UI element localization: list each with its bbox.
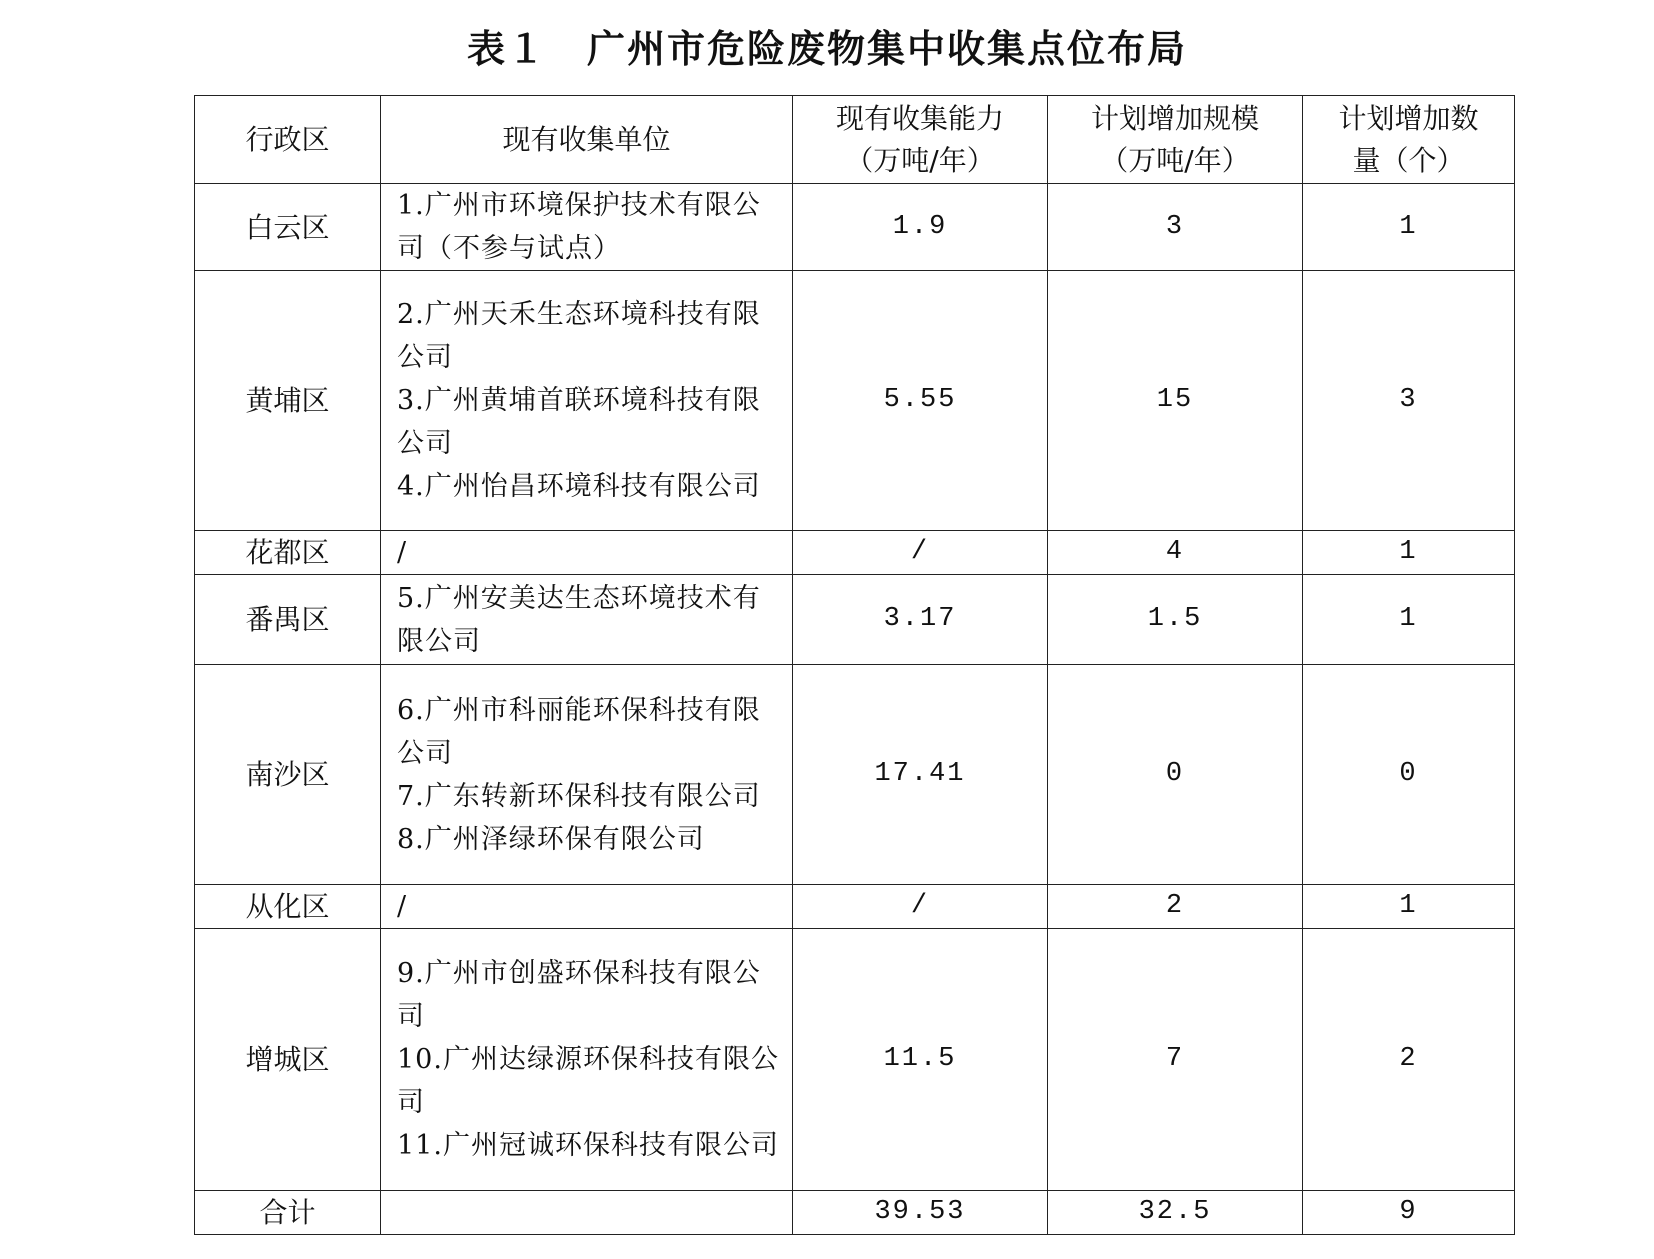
count-cell: 3 xyxy=(1303,271,1515,531)
table-row xyxy=(195,184,1515,271)
header-scale xyxy=(1048,96,1303,184)
unit-name: 5.广州安美达生态环境技术有限公司 xyxy=(397,582,761,657)
count-cell: 1 xyxy=(1303,184,1515,271)
capacity-cell: / xyxy=(793,531,1048,575)
unit-name: 9.广州市创盛环保科技有限公司 xyxy=(397,958,761,1032)
scale-cell: 15 xyxy=(1048,271,1303,531)
header-scale-line2: （万吨/年） xyxy=(1100,143,1250,177)
scale-cell: 2 xyxy=(1048,885,1303,929)
units-cell xyxy=(381,575,793,665)
district-cell: 白云区 xyxy=(195,184,381,271)
unit-name: 8.广州泽绿环保有限公司 xyxy=(397,823,705,855)
district-cell: 从化区 xyxy=(195,885,381,929)
scale-cell: 3 xyxy=(1048,184,1303,271)
table-title: 表１ 广州市危险废物集中收集点位布局 xyxy=(466,27,1187,71)
units-cell xyxy=(381,665,793,885)
count-cell: 0 xyxy=(1303,665,1515,885)
district-cell: 花都区 xyxy=(195,531,381,575)
district-cell: 南沙区 xyxy=(195,665,381,885)
total-row xyxy=(195,1191,1515,1235)
total-scale-cell: 32.5 xyxy=(1048,1191,1303,1235)
table-row xyxy=(195,271,1515,531)
total-capacity-cell: 39.53 xyxy=(793,1191,1048,1235)
header-capacity-line2: （万吨/年） xyxy=(845,143,995,177)
table-row xyxy=(195,531,1515,575)
header-capacity xyxy=(793,96,1048,184)
header-capacity-line1: 现有收集能力 xyxy=(835,101,1004,135)
header-count-line2: 量（个） xyxy=(1352,143,1465,177)
header-row xyxy=(195,96,1515,184)
units-cell xyxy=(381,929,793,1191)
unit-name: 1.广州市环境保护技术有限公司（不参与试点） xyxy=(397,190,761,264)
table-row xyxy=(195,665,1515,885)
table-row xyxy=(195,885,1515,929)
unit-name: 7.广东转新环保科技有限公司 xyxy=(397,780,761,812)
total-label-cell: 合计 xyxy=(195,1191,381,1235)
collection-sites-table xyxy=(194,95,1515,1235)
table-row xyxy=(195,575,1515,665)
total-units-cell xyxy=(381,1191,793,1235)
unit-name: 2.广州天禾生态环境科技有限公司 xyxy=(397,299,761,373)
count-cell: 2 xyxy=(1303,929,1515,1191)
capacity-cell: 17.41 xyxy=(793,665,1048,885)
total-count-cell: 9 xyxy=(1303,1191,1515,1235)
capacity-cell: 1.9 xyxy=(793,184,1048,271)
count-cell: 1 xyxy=(1303,575,1515,665)
unit-name: 3.广州黄埔首联环境科技有限公司 xyxy=(397,385,761,459)
capacity-cell: 3.17 xyxy=(793,575,1048,665)
header-district: 行政区 xyxy=(195,96,381,184)
district-cell: 增城区 xyxy=(195,929,381,1191)
scale-cell: 4 xyxy=(1048,531,1303,575)
unit-name: 11.广州冠诚环保科技有限公司 xyxy=(397,1130,779,1161)
table-row xyxy=(195,929,1515,1191)
count-cell: 1 xyxy=(1303,885,1515,929)
capacity-cell: 11.5 xyxy=(793,929,1048,1191)
capacity-cell: / xyxy=(793,885,1048,929)
unit-name: 4.广州怡昌环境科技有限公司 xyxy=(397,471,761,502)
units-cell xyxy=(381,271,793,531)
unit-name: / xyxy=(397,537,408,568)
scale-cell: 0 xyxy=(1048,665,1303,885)
count-cell: 1 xyxy=(1303,531,1515,575)
table-body xyxy=(195,184,1515,1235)
header-scale-line1: 计划增加规模 xyxy=(1090,101,1259,135)
unit-name: 10.广州达绿源环保科技有限公司 xyxy=(397,1044,779,1118)
scale-cell: 1.5 xyxy=(1048,575,1303,665)
header-count-line1: 计划增加数 xyxy=(1338,101,1479,135)
district-cell: 番禺区 xyxy=(195,575,381,665)
unit-name: / xyxy=(397,891,408,922)
scale-cell: 7 xyxy=(1048,929,1303,1191)
header-count xyxy=(1303,96,1515,184)
unit-name: 6.广州市科丽能环保科技有限公司 xyxy=(397,694,761,769)
header-units: 现有收集单位 xyxy=(381,96,793,184)
units-cell xyxy=(381,531,793,575)
units-cell xyxy=(381,885,793,929)
units-cell xyxy=(381,184,793,271)
district-cell: 黄埔区 xyxy=(195,271,381,531)
capacity-cell: 5.55 xyxy=(793,271,1048,531)
